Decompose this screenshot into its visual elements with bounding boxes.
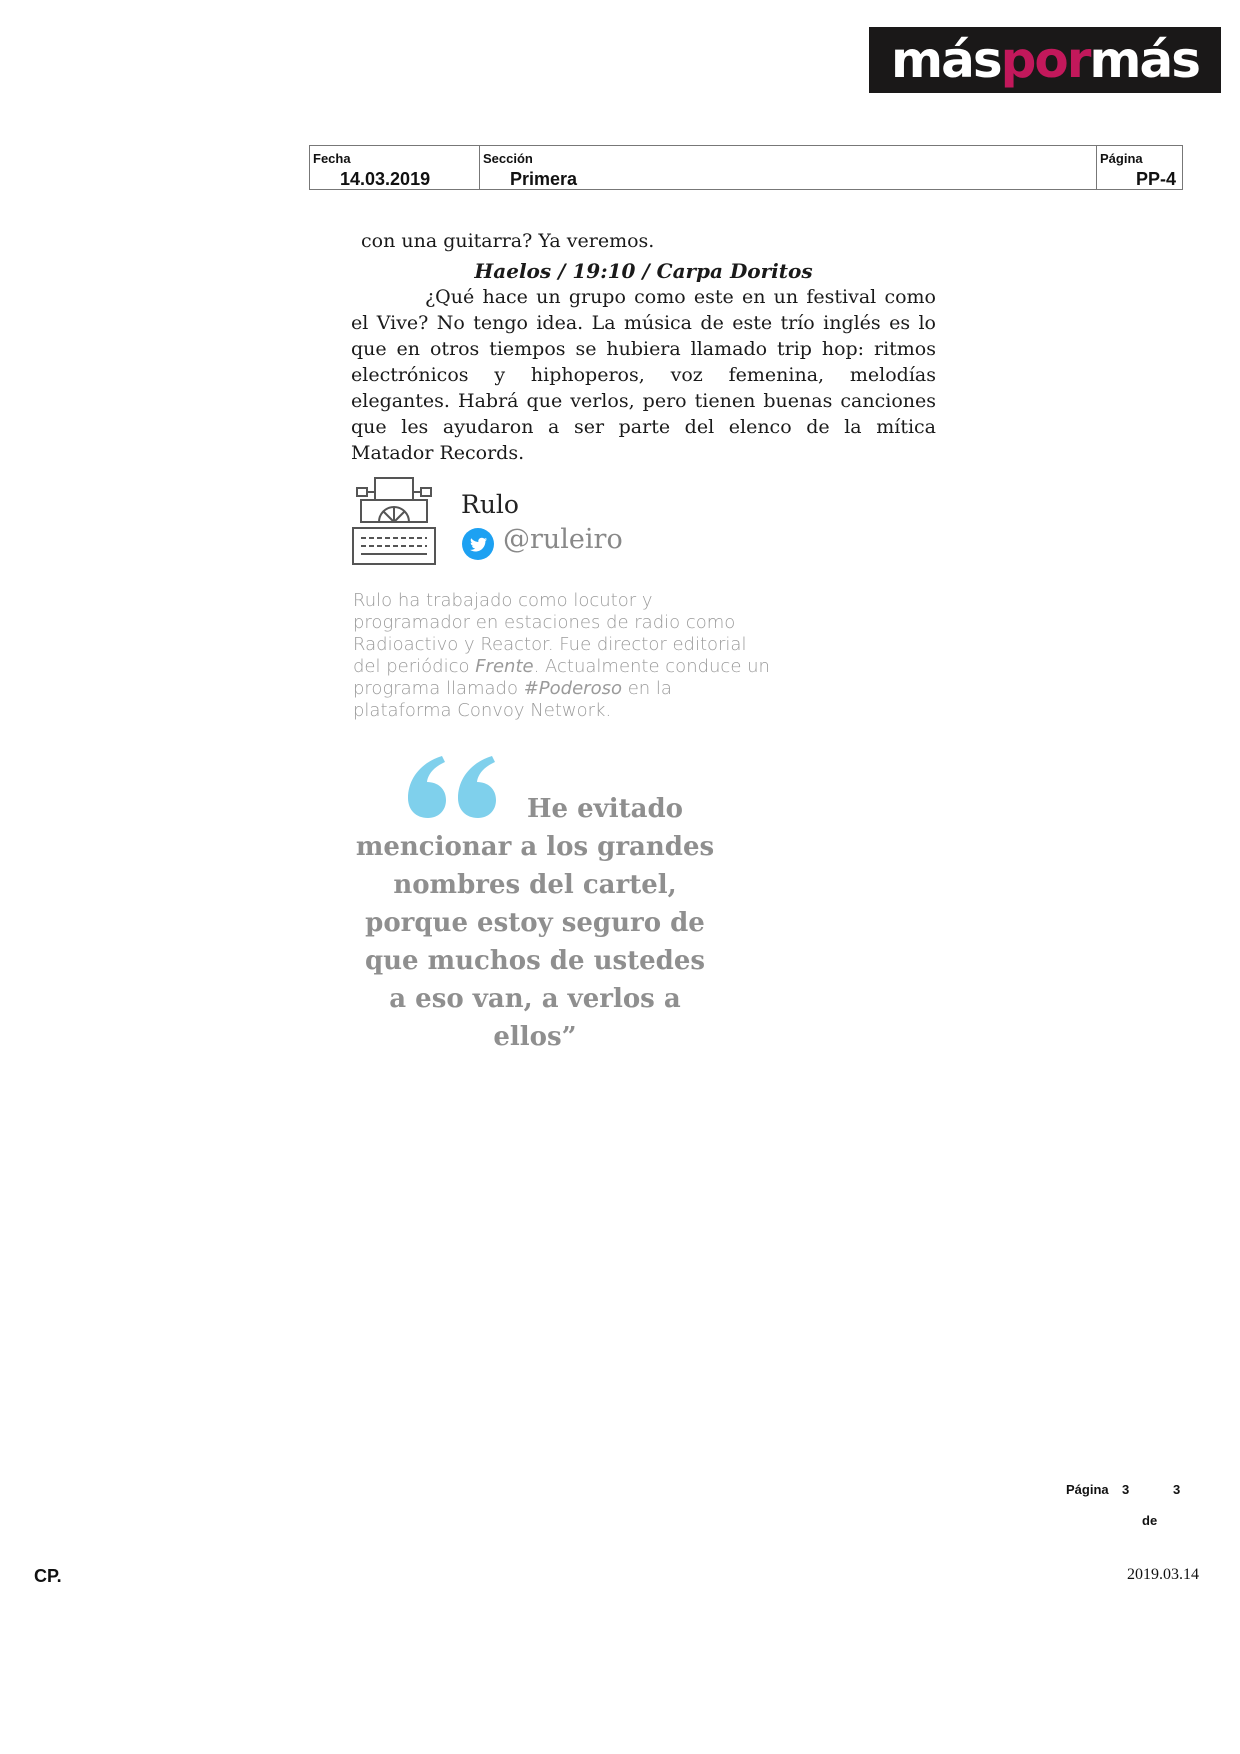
seccion-label: Sección <box>483 151 533 166</box>
article-paragraph: ¿Qué hace un grupo como este en un festival como el Vive? No tengo idea. La música de este trío inglés es lo que en otros tiempos se hubiera llamado trip hop: ritmos electrónicos y hiphoperos, voz femenina, melodías elegantes. Habrá que verlos, pero tienen buenas canciones que les ayudaron a ser parte del elenco de la mítica Matador Records. <box>351 286 936 464</box>
fecha-value: 14.03.2019 <box>340 169 431 189</box>
article-body <box>351 228 936 466</box>
logo-part-2: por <box>1000 31 1090 89</box>
pull-quote: He evitado mencionar a los grandes nombres del cartel, porque estoy seguro de que muchos de ustedes a eso van, a verlos a ellos” <box>355 794 715 1052</box>
seccion-cell <box>480 146 1097 189</box>
pagina-value: PP-4 <box>1135 169 1176 189</box>
fecha-cell <box>310 146 480 189</box>
author-box <box>351 476 771 571</box>
author-name: Rulo <box>461 490 519 519</box>
twitter-icon[interactable] <box>462 528 494 560</box>
footer-cp: CP. <box>34 1566 62 1586</box>
bio-text-3: en la plataforma Convoy Network. <box>353 678 672 721</box>
article-subhead: Haelos / 19:10 / Carpa Doritos <box>474 259 813 283</box>
footer-date: 2019.03.14 <box>1127 1566 1199 1583</box>
bio-frente: Frente <box>475 656 534 677</box>
author-handle[interactable]: @ruleiro <box>503 524 623 555</box>
article-line-first: con una guitarra? Ya veremos. <box>361 230 655 252</box>
pagina-cell <box>1097 146 1182 189</box>
typewriter-icon <box>351 476 437 568</box>
footer-page-total: 3 <box>1173 1482 1181 1497</box>
fecha-label: Fecha <box>313 151 351 166</box>
bio-text-1: Rulo ha trabajado como locutor y programador en estaciones de radio como Radioactivo y Reactor. Fue director editorial del periódico <box>353 590 747 677</box>
pagina-label: Página <box>1100 151 1143 166</box>
logo-part-1: más <box>890 31 1001 89</box>
clipping-header <box>309 145 1183 190</box>
bio-text-2: . Actualmente conduce un programa llamado <box>353 656 770 699</box>
author-bio <box>353 590 773 722</box>
footer-pagina-label: Página <box>1066 1482 1109 1497</box>
logo-part-3: más <box>1089 31 1200 89</box>
footer-de-label: de <box>1142 1513 1158 1528</box>
seccion-value: Primera <box>510 169 578 189</box>
footer-page-number: 3 <box>1122 1482 1130 1497</box>
masxmas-logo <box>869 27 1221 93</box>
bio-poderoso: #Poderoso <box>523 678 622 699</box>
